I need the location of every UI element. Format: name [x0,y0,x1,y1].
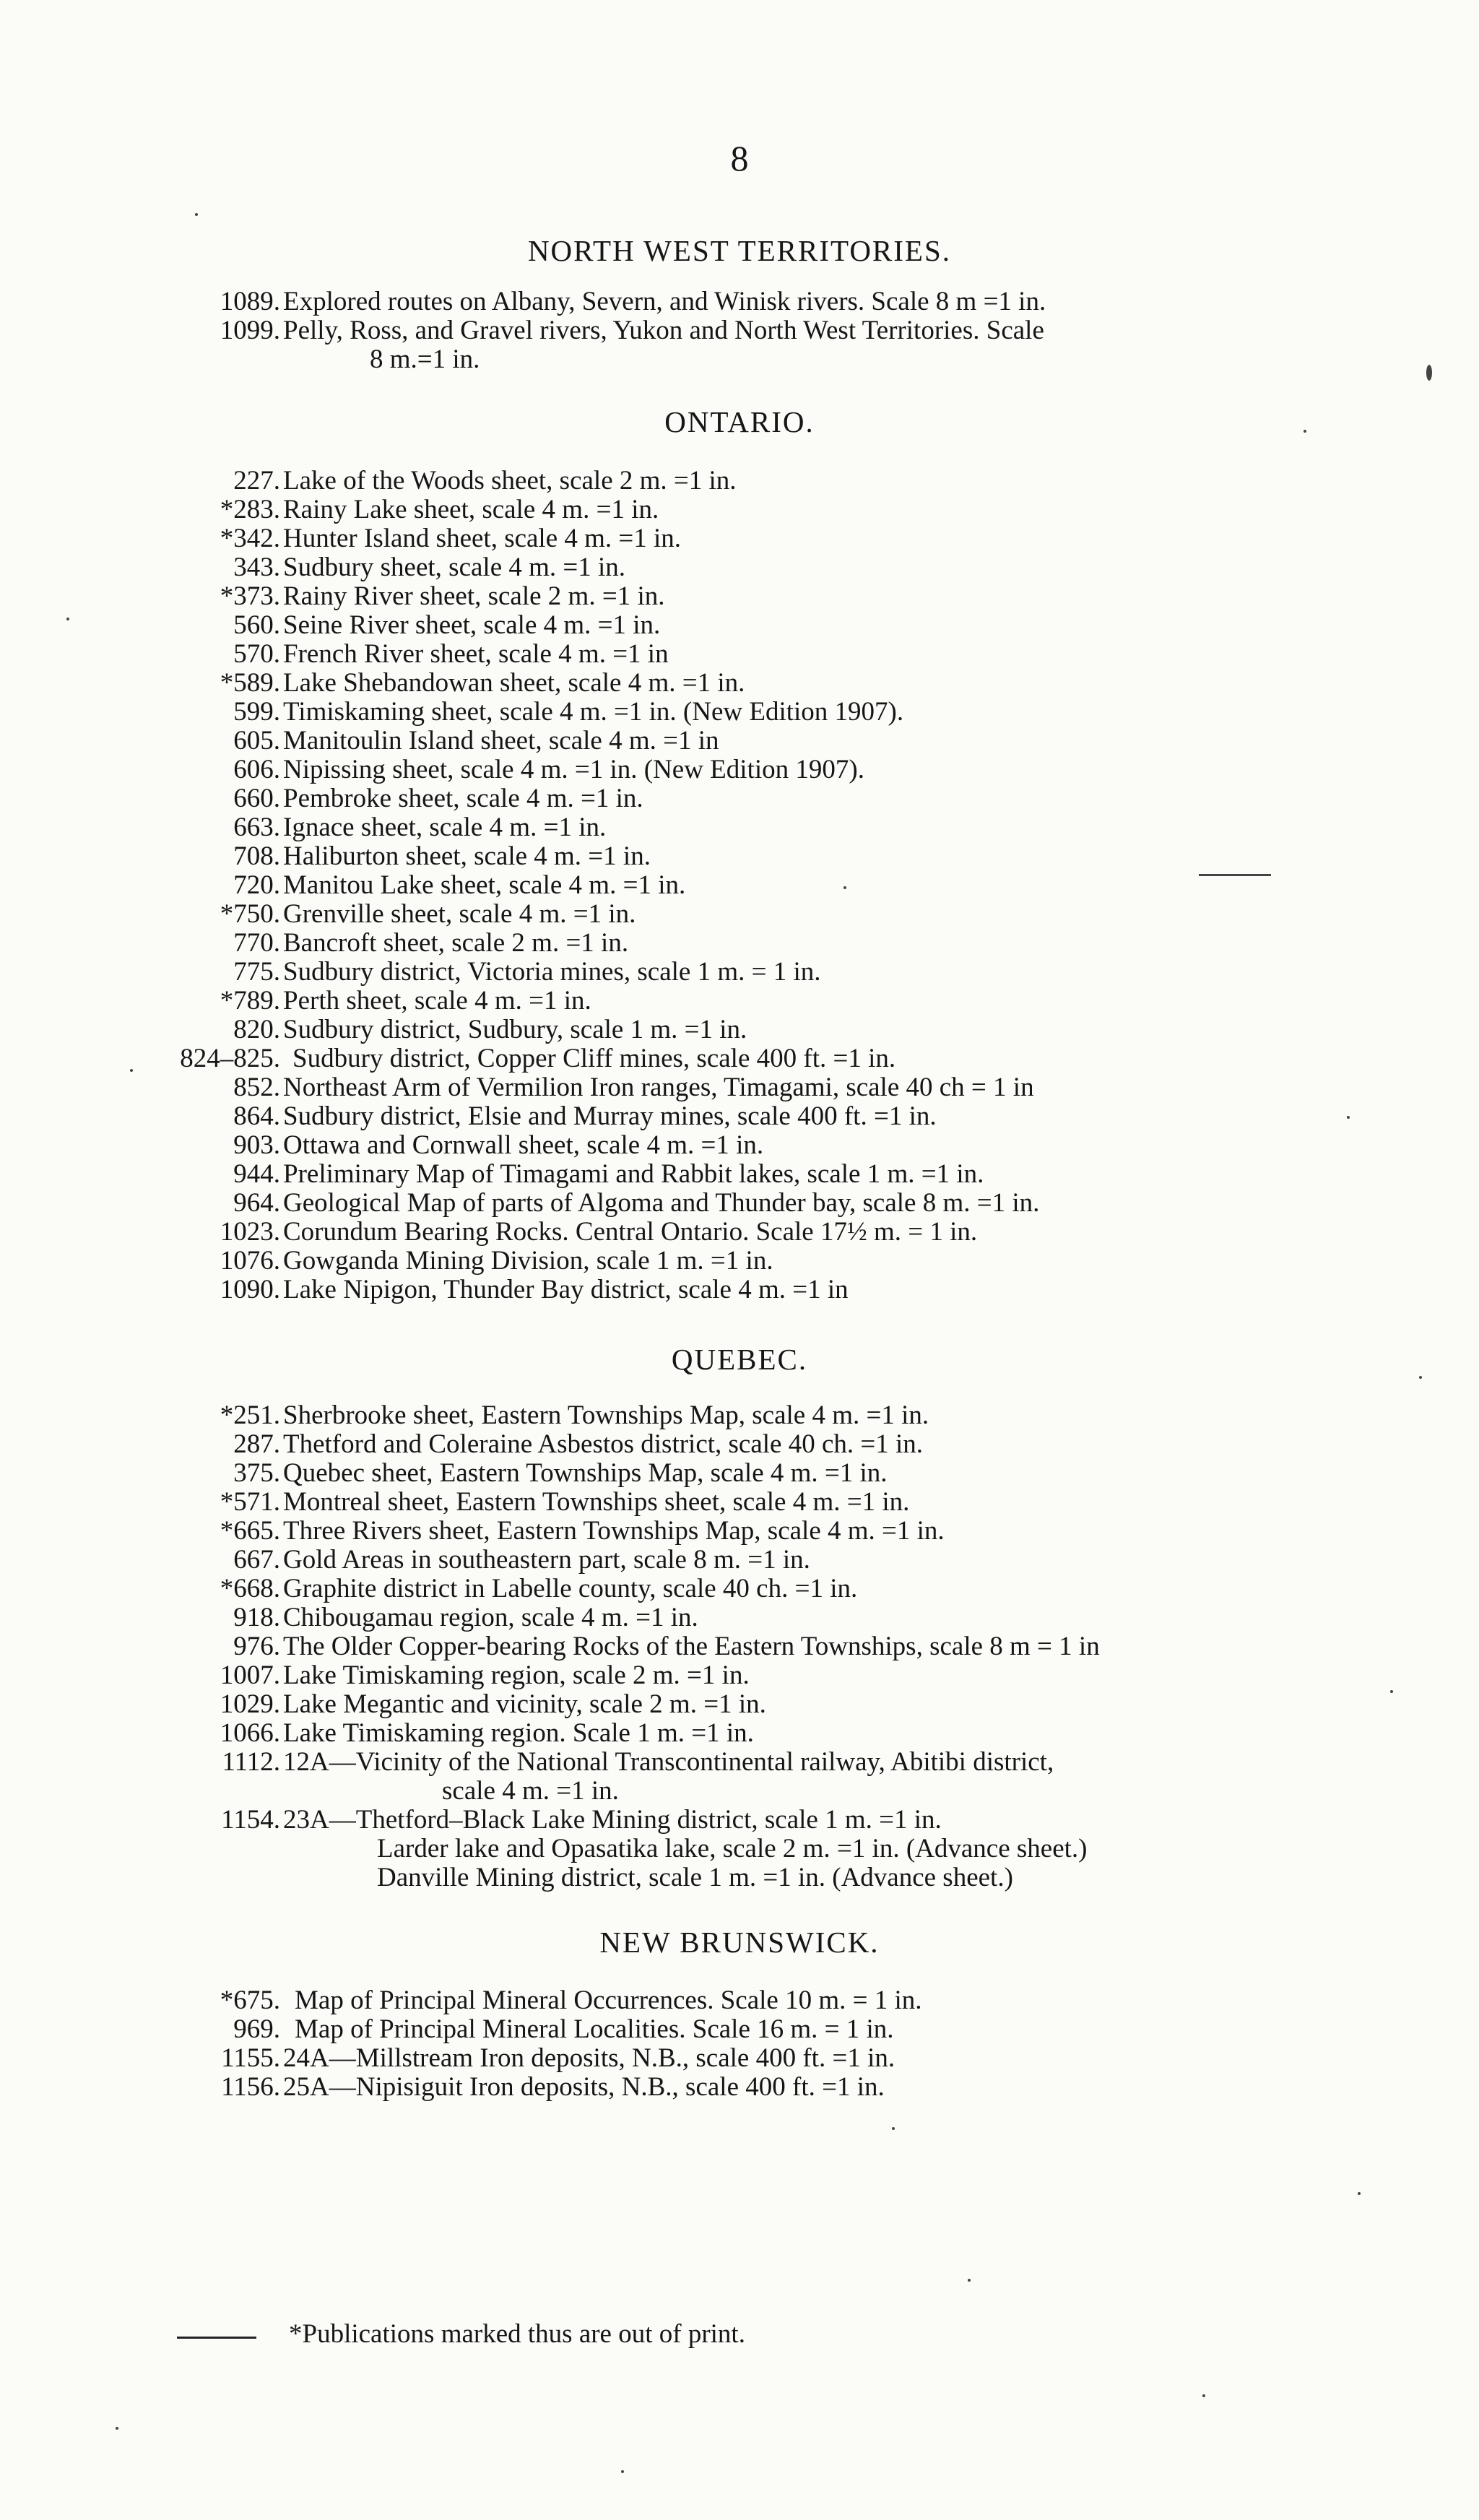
list-item [0,784,1479,813]
list-item [0,727,1479,755]
map-number: *665. [220,1516,280,1546]
list-item [0,1517,1479,1546]
section-title-north-west-territories: NORTH WEST TERRITORIES. [527,234,952,267]
list-item-continuation [0,1777,1479,1806]
map-title: Hunter Island sheet, scale 4 m. =1 in. [283,524,682,553]
map-number: 227. [233,466,280,495]
map-title: Three Rivers sheet, Eastern Townships Map, scale 4 m. =1 in. [283,1516,945,1546]
map-title: Manitoulin Island sheet, scale 4 m. =1 in [283,726,719,755]
map-number: 1023. [220,1217,280,1247]
list-item [0,1044,1479,1073]
list-item [0,987,1479,1016]
list-item [0,287,1479,316]
map-title: Lake of the Woods sheet, scale 2 m. =1 in. [283,466,737,495]
map-number: 1155. [221,2043,280,2073]
section-new-brunswick [0,1986,1479,2102]
map-title: Nipissing sheet, scale 4 m. =1 in. (New Edition 1907). [283,755,864,784]
map-title: 25A—Nipisiguit Iron deposits, N.B., scale 400 ft. =1 in. [283,2072,885,2102]
list-item [0,1546,1479,1575]
map-number: *789. [220,986,280,1016]
list-item [0,1430,1479,1459]
map-title-continuation: 8 m.=1 in. [370,345,480,374]
list-item [0,929,1479,958]
map-number: 918. [233,1603,280,1632]
list-item [0,1218,1479,1247]
map-number: 1007. [220,1660,280,1690]
map-number: *283. [220,495,280,524]
map-number: 287. [233,1429,280,1459]
map-number: *342. [220,524,280,553]
scan-speck [892,2127,895,2130]
list-item [0,1102,1479,1131]
map-title: Quebec sheet, Eastern Townships Map, scale 4 m. =1 in. [283,1458,888,1488]
list-item [0,524,1479,553]
map-title: Chibougamau region, scale 4 m. =1 in. [283,1603,698,1632]
map-title: Lake Megantic and vicinity, scale 2 m. =1 in. [283,1689,766,1719]
map-number: *571. [220,1487,280,1517]
footnote-rule [177,2337,256,2339]
list-item [0,813,1479,842]
map-number: 864. [233,1101,280,1131]
map-title: Gold Areas in southeastern part, scale 8 m. =1 in. [283,1545,810,1575]
list-item [0,1276,1479,1304]
map-title: Lake Timiskaming region, scale 2 m. =1 in. [283,1660,750,1690]
map-title: Graphite district in Labelle county, scale 40 ch. =1 in. [283,1574,858,1603]
map-title: Map of Principal Mineral Occurrences. Scale 10 m. = 1 in. [295,1986,922,2015]
list-item [0,1016,1479,1044]
map-number: *373. [220,581,280,611]
scan-speck [1199,874,1271,876]
list-item [0,1690,1479,1719]
list-item [0,900,1479,929]
list-item [0,1661,1479,1690]
section-title-new-brunswick: NEW BRUNSWICK. [599,1926,880,1959]
scan-speck [1358,2192,1361,2195]
map-number: 820. [233,1015,280,1044]
map-number: 663. [233,813,280,842]
map-title: Map of Principal Mineral Localities. Scale 16 m. = 1 in. [295,2014,894,2044]
map-title: Northeast Arm of Vermilion Iron ranges, Timagami, scale 40 ch = 1 in [283,1073,1034,1102]
map-number: 903. [233,1130,280,1160]
footnote: *Publications marked thus are out of print. [289,2319,745,2349]
list-item [0,1632,1479,1661]
list-item [0,467,1479,495]
list-item [0,755,1479,784]
list-item [0,1835,1479,1863]
map-number: *589. [220,668,280,698]
map-number: 1066. [220,1718,280,1748]
scan-speck [1419,1376,1422,1379]
map-number: 667. [233,1545,280,1575]
scan-speck [1426,365,1432,381]
map-number: *668. [220,1574,280,1603]
map-title: Lake Timiskaming region. Scale 1 m. =1 in. [283,1718,754,1748]
list-item-continuation [0,345,1479,374]
scan-speck [843,886,846,889]
map-number: 944. [233,1159,280,1189]
map-title: Lake Shebandowan sheet, scale 4 m. =1 in. [283,668,745,698]
map-title: Perth sheet, scale 4 m. =1 in. [283,986,591,1016]
list-item [0,1748,1479,1777]
list-item [0,640,1479,669]
list-item [0,1247,1479,1276]
map-title: Preliminary Map of Timagami and Rabbit lakes, scale 1 m. =1 in. [283,1159,984,1189]
list-item [0,1459,1479,1488]
map-title: Timiskaming sheet, scale 4 m. =1 in. (New Edition 1907). [283,697,904,727]
map-title: Ignace sheet, scale 4 m. =1 in. [283,813,607,842]
map-number: *675. [220,1986,280,2015]
list-item [0,669,1479,698]
map-title: Rainy Lake sheet, scale 4 m. =1 in. [283,495,659,524]
map-title: Seine River sheet, scale 4 m. =1 in. [283,610,661,640]
list-item [0,1189,1479,1218]
map-number: 708. [233,841,280,871]
map-title: Rainy River sheet, scale 2 m. =1 in. [283,581,665,611]
map-number: 1029. [220,1689,280,1719]
map-title-continuation: scale 4 m. =1 in. [442,1776,619,1806]
list-item [0,1401,1479,1430]
map-title: Geological Map of parts of Algoma and Thunder bay, scale 8 m. =1 in. [283,1188,1040,1218]
list-item [0,1575,1479,1603]
map-title: Danville Mining district, scale 1 m. =1 in. (Advance sheet.) [377,1863,1013,1892]
scan-speck [621,2470,624,2473]
map-number: 606. [233,755,280,784]
scan-speck [1390,1690,1393,1693]
map-title: Ottawa and Cornwall sheet, scale 4 m. =1 in. [283,1130,764,1160]
map-title: Larder lake and Opasatika lake, scale 2 m. =1 in. (Advance sheet.) [377,1834,1088,1863]
section-north-west-territories [0,287,1479,374]
map-title: 23A—Thetford–Black Lake Mining district, scale 1 m. =1 in. [283,1805,942,1835]
map-title: French River sheet, scale 4 m. =1 in [283,639,669,669]
scan-speck [130,1069,133,1072]
map-number: 852. [233,1073,280,1102]
list-item [0,842,1479,871]
map-number: 1099. [220,316,280,345]
scan-speck [1304,430,1306,433]
list-item [0,698,1479,727]
list-item [0,1160,1479,1189]
scan-speck [66,618,69,620]
map-title: Sudbury district, Copper Cliff mines, scale 400 ft. =1 in. [292,1044,896,1073]
list-item [0,1806,1479,1835]
map-title: Sudbury sheet, scale 4 m. =1 in. [283,553,626,582]
map-title: Gowganda Mining Division, scale 1 m. =1 in. [283,1246,773,1276]
list-item [0,582,1479,611]
scan-speck [968,2279,971,2282]
list-item [0,1603,1479,1632]
list-item [0,553,1479,582]
map-title: The Older Copper-bearing Rocks of the Eastern Townships, scale 8 m = 1 in [283,1632,1100,1661]
map-number: 964. [233,1188,280,1218]
map-number: *251. [220,1400,280,1430]
scan-speck [1202,2394,1205,2397]
map-title: Thetford and Coleraine Asbestos district, scale 40 ch. =1 in. [283,1429,924,1459]
section-ontario [0,467,1479,1304]
map-number: 775. [233,957,280,987]
scan-speck [195,213,198,216]
scan-speck [1347,1116,1350,1119]
list-item [0,1073,1479,1102]
map-title: Sudbury district, Victoria mines, scale 1 m. = 1 in. [283,957,821,987]
map-number: 1112. [222,1747,280,1777]
map-title: Corundum Bearing Rocks. Central Ontario. Scale 17½ m. = 1 in. [283,1217,978,1247]
map-number: 1154. [221,1805,280,1835]
map-title: Pelly, Ross, and Gravel rivers, Yukon and North West Territories. Scale [283,316,1044,345]
map-title: Sudbury district, Elsie and Murray mines, scale 400 ft. =1 in. [283,1101,937,1131]
map-number: 1076. [220,1246,280,1276]
map-number: 720. [233,870,280,900]
list-item [0,316,1479,345]
list-item [0,2073,1479,2102]
map-title: Grenville sheet, scale 4 m. =1 in. [283,899,636,929]
map-number: 660. [233,784,280,813]
list-item [0,958,1479,987]
list-item [0,1863,1479,1892]
map-number: 976. [233,1632,280,1661]
list-item [0,1986,1479,2015]
list-item [0,1719,1479,1748]
map-title: Sudbury district, Sudbury, scale 1 m. =1 in. [283,1015,747,1044]
list-item [0,495,1479,524]
map-number: 1089. [220,287,280,316]
map-title: Haliburton sheet, scale 4 m. =1 in. [283,841,651,871]
map-title: Manitou Lake sheet, scale 4 m. =1 in. [283,870,686,900]
map-number: 605. [233,726,280,755]
map-number: 560. [233,610,280,640]
map-title: Lake Nipigon, Thunder Bay district, scale 4 m. =1 in [283,1275,849,1304]
list-item [0,1131,1479,1160]
map-title: 12A—Vicinity of the National Transcontinental railway, Abitibi district, [283,1747,1054,1777]
map-number: 1156. [221,2072,280,2102]
map-title: Bancroft sheet, scale 2 m. =1 in. [283,928,629,958]
map-number: 343. [233,553,280,582]
map-number: 375. [233,1458,280,1488]
map-number: 599. [233,697,280,727]
map-number: 570. [233,639,280,669]
map-number: 1090. [220,1275,280,1304]
list-item [0,1488,1479,1517]
map-number: *750. [220,899,280,929]
section-quebec [0,1401,1479,1892]
list-item [0,2044,1479,2073]
map-title: Pembroke sheet, scale 4 m. =1 in. [283,784,643,813]
section-title-quebec: QUEBEC. [671,1343,808,1376]
list-item [0,2015,1479,2044]
map-title: Explored routes on Albany, Severn, and Winisk rivers. Scale 8 m =1 in. [283,287,1046,316]
section-title-ontario: ONTARIO. [664,405,815,438]
map-number: 770. [233,928,280,958]
list-item [0,611,1479,640]
map-number: 824–825. [180,1044,280,1073]
map-title: Sherbrooke sheet, Eastern Townships Map, scale 4 m. =1 in. [283,1400,929,1430]
map-title: Montreal sheet, Eastern Townships sheet, scale 4 m. =1 in. [283,1487,910,1517]
map-title: 24A—Millstream Iron deposits, N.B., scale 400 ft. =1 in. [283,2043,895,2073]
page-number: 8 [730,138,749,178]
scan-speck [116,2427,118,2430]
map-number: 969. [233,2014,280,2044]
